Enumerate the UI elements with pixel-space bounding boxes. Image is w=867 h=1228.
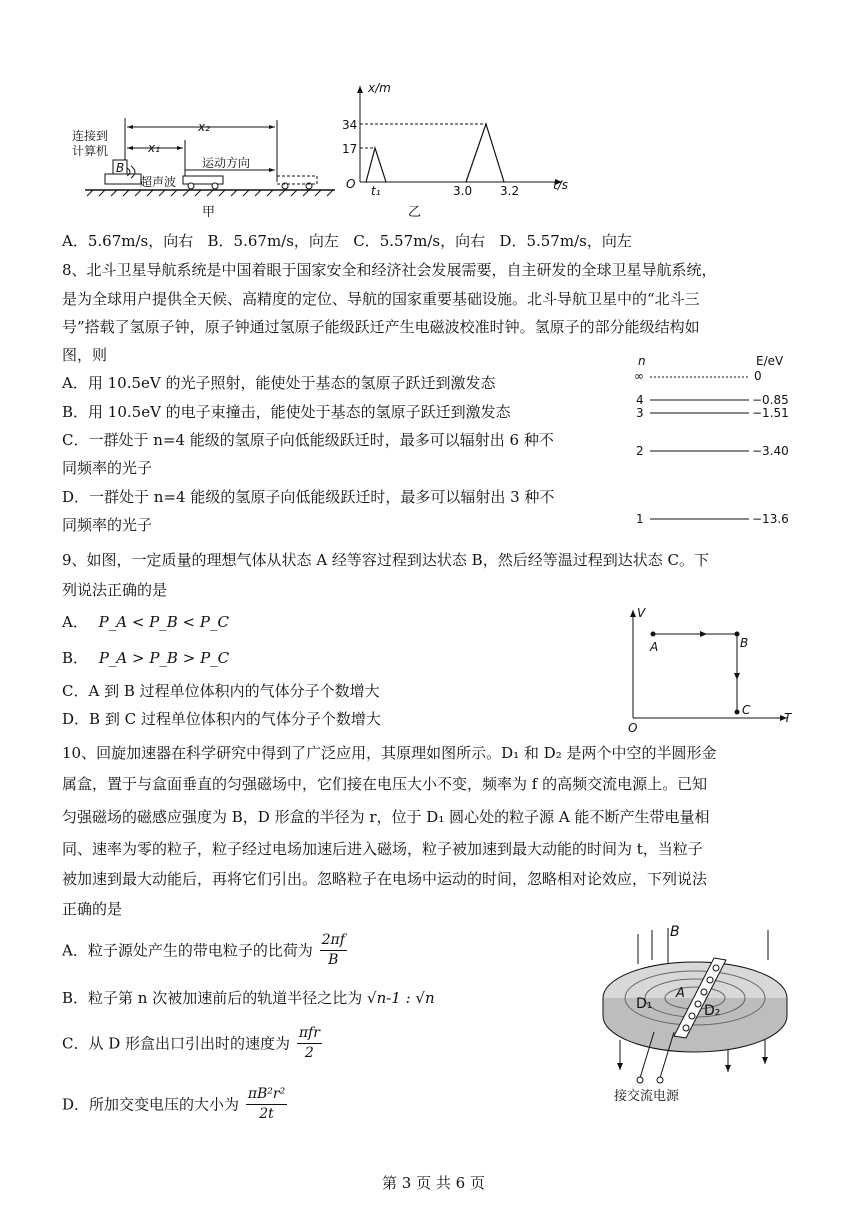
q10-option-a-fraction: $\frac{2\pi f}{B}$ bbox=[321, 932, 345, 968]
q8-stem-line: 8、北斗卫星导航系统是中国着眼于国家安全和经济社会发展需要，自主研发的全球卫星导航系统， bbox=[62, 261, 717, 279]
q8-option-d-cont: 同频率的光子 bbox=[62, 516, 153, 534]
energy-level-e: 0 bbox=[754, 369, 762, 383]
q9-option-b[interactable]: B． P_A > P_B > P_C bbox=[62, 649, 230, 667]
q8-option-a[interactable]: A．用 10.5eV 的光子照射，能使处于基态的氢原子跃迁到激发态 bbox=[62, 374, 496, 392]
q8-option-c[interactable]: C．一群处于 n=4 能级的氢原子向低能级跃迁时，最多可以辐射出 6 种不 bbox=[62, 431, 554, 449]
q7-option-b[interactable]: B．5.67m/s，向左 bbox=[207, 232, 339, 250]
q10-stem-line: 正确的是 bbox=[62, 900, 123, 918]
q10-option-c-fraction: $\frac{\text{πfr}}{2}$ bbox=[298, 1025, 320, 1061]
cyclotron-d1-label: D₁ bbox=[636, 996, 653, 1012]
q10-stem-line: 同、速率为零的粒子，粒子经过电场加速后进入磁场，粒子被加速到最大动能的时间为 t，当粒子 bbox=[62, 840, 703, 858]
energy-level-diagram bbox=[625, 350, 795, 530]
page-footer: 第 3 页 共 6 页 bbox=[382, 1174, 485, 1192]
yi-y-tick: 34 bbox=[342, 118, 358, 132]
energy-level-e: −1.51 bbox=[752, 406, 789, 420]
cyclotron-source-label: 接交流电源 bbox=[614, 1089, 680, 1104]
q8-option-b[interactable]: B．用 10.5eV 的电子束撞击，能使处于基态的氢原子跃迁到激发态 bbox=[62, 403, 511, 421]
x2-label: x₂ bbox=[198, 120, 210, 134]
cyclotron-a-label: A bbox=[676, 986, 685, 1001]
q9-option-a-expr: P_A < P_B < P_C bbox=[98, 613, 229, 631]
connect-label-1: 连接到 bbox=[72, 129, 109, 143]
q10-stem-line: 属盒，置于与盒面垂直的匀强磁场中，它们接在电压大小不变，频率为 f 的高频交流电源上。已知 bbox=[62, 775, 708, 793]
energy-level-n: 4 bbox=[636, 393, 644, 407]
vt-t-axis: T bbox=[784, 711, 792, 725]
energy-n-header: n bbox=[638, 354, 646, 368]
vt-origin: O bbox=[628, 721, 638, 735]
vt-point-c: C bbox=[742, 703, 751, 717]
x1-label: x₁ bbox=[148, 141, 160, 155]
yi-y-axis-label: x/m bbox=[368, 81, 391, 95]
yi-x-axis-label: t/s bbox=[553, 178, 568, 192]
vt-point-a: A bbox=[650, 640, 659, 654]
energy-level-n: 2 bbox=[636, 444, 644, 458]
q7-options bbox=[62, 234, 632, 249]
q9-option-a[interactable]: A． P_A < P_B < P_C bbox=[62, 613, 229, 631]
yi-y-tick: 17 bbox=[342, 142, 358, 156]
q7-option-d[interactable]: D．5.57m/s，向左 bbox=[499, 232, 632, 250]
energy-level-e: −13.6 bbox=[752, 512, 789, 526]
vt-v-axis: V bbox=[637, 606, 646, 620]
cyclotron-diagram bbox=[590, 920, 810, 1090]
q10-option-d[interactable]: D．所加交变电压的大小为 $\frac{\text{πB²r²}}{2t}$ bbox=[62, 1086, 286, 1122]
q8-stem-line: 是为全球用户提供全天候、高精度的定位、导航的国家重要基础设施。北斗导航卫星中的“北斗三 bbox=[62, 290, 700, 308]
q7-option-c[interactable]: C．5.57m/s，向右 bbox=[353, 232, 486, 250]
q9-stem-line: 列说法正确的是 bbox=[62, 581, 168, 599]
caption-yi: 乙 bbox=[408, 205, 422, 220]
q8-option-c-cont: 同频率的光子 bbox=[62, 459, 153, 477]
figure-yi bbox=[340, 78, 580, 198]
energy-level-n: 1 bbox=[636, 512, 644, 526]
q10-stem-line: 10、回旋加速器在科学研究中得到了广泛应用，其原理如图所示。D₁ 和 D₂ 是两个中空的半圆形金 bbox=[62, 744, 717, 762]
connect-label-2: 计算机 bbox=[72, 144, 109, 158]
q10-stem-line: 匀强磁场的磁感应强度为 B，D 形盒的半径为 r，位于 D₁ 圆心处的粒子源 A 能不断产生带电量相 bbox=[62, 808, 710, 826]
energy-e-header: E/eV bbox=[756, 354, 784, 368]
caption-jia: 甲 bbox=[202, 205, 216, 220]
cyclotron-b-label: B bbox=[670, 924, 680, 940]
cyclotron-d2-label: D₂ bbox=[704, 1003, 721, 1019]
q10-option-c[interactable]: C．从 D 形盒出口引出时的速度为 $\frac{\text{πfr}}{2}$ bbox=[62, 1025, 320, 1061]
energy-level-e: −3.40 bbox=[752, 444, 789, 458]
q10-option-a[interactable]: A．粒子源处产生的带电粒子的比荷为 $\frac{2\pi f}{B}$ bbox=[62, 932, 345, 968]
direction-label: 运动方向 bbox=[202, 156, 251, 170]
yi-x-tick: 3.0 bbox=[453, 184, 473, 198]
q8-stem-line: 号”搭载了氢原子钟，原子钟通过氢原子能级跃迁产生电磁波校准时钟。氢原子的部分能级结构如 bbox=[62, 318, 700, 336]
q10-stem-line: 被加速到最大动能后，再将它们引出。忽略粒子在电场中运动的时间，忽略相对论效应，下列说法 bbox=[62, 870, 708, 888]
vt-point-b: B bbox=[740, 636, 749, 650]
yi-x-tick: 3.2 bbox=[500, 184, 520, 198]
yi-origin: O bbox=[346, 177, 356, 191]
box-label: B bbox=[116, 161, 125, 175]
q9-option-b-expr: P_A > P_B > P_C bbox=[98, 649, 230, 667]
ultrasonic-label: 超声波 bbox=[140, 175, 177, 189]
q9-option-d[interactable]: D．B 到 C 过程单位体积内的气体分子个数增大 bbox=[62, 710, 381, 728]
q9-option-c[interactable]: C．A 到 B 过程单位体积内的气体分子个数增大 bbox=[62, 682, 380, 700]
yi-x-tick: t₁ bbox=[371, 184, 381, 198]
energy-level-e: −0.85 bbox=[752, 393, 789, 407]
energy-level-n: ∞ bbox=[634, 369, 644, 383]
q7-option-a[interactable]: A．5.67m/s，向右 bbox=[62, 232, 194, 250]
q10-option-d-fraction: $\frac{\text{πB²r²}}{2t}$ bbox=[247, 1086, 286, 1122]
q9-stem-line: 9、如图，一定质量的理想气体从状态 A 经等容过程到达状态 B，然后经等温过程到达状态 C。下 bbox=[62, 551, 709, 569]
q10-option-b[interactable]: B．粒子第 n 次被加速前后的轨道半径之比为 √n-1 : √n bbox=[62, 989, 435, 1007]
energy-level-n: 3 bbox=[636, 406, 644, 420]
q8-option-d[interactable]: D．一群处于 n=4 能级的氢原子向低能级跃迁时，最多可以辐射出 3 种不 bbox=[62, 488, 555, 506]
q10-option-b-expr: √n-1 : √n bbox=[367, 989, 435, 1007]
q8-stem-line: 图，则 bbox=[62, 346, 108, 364]
